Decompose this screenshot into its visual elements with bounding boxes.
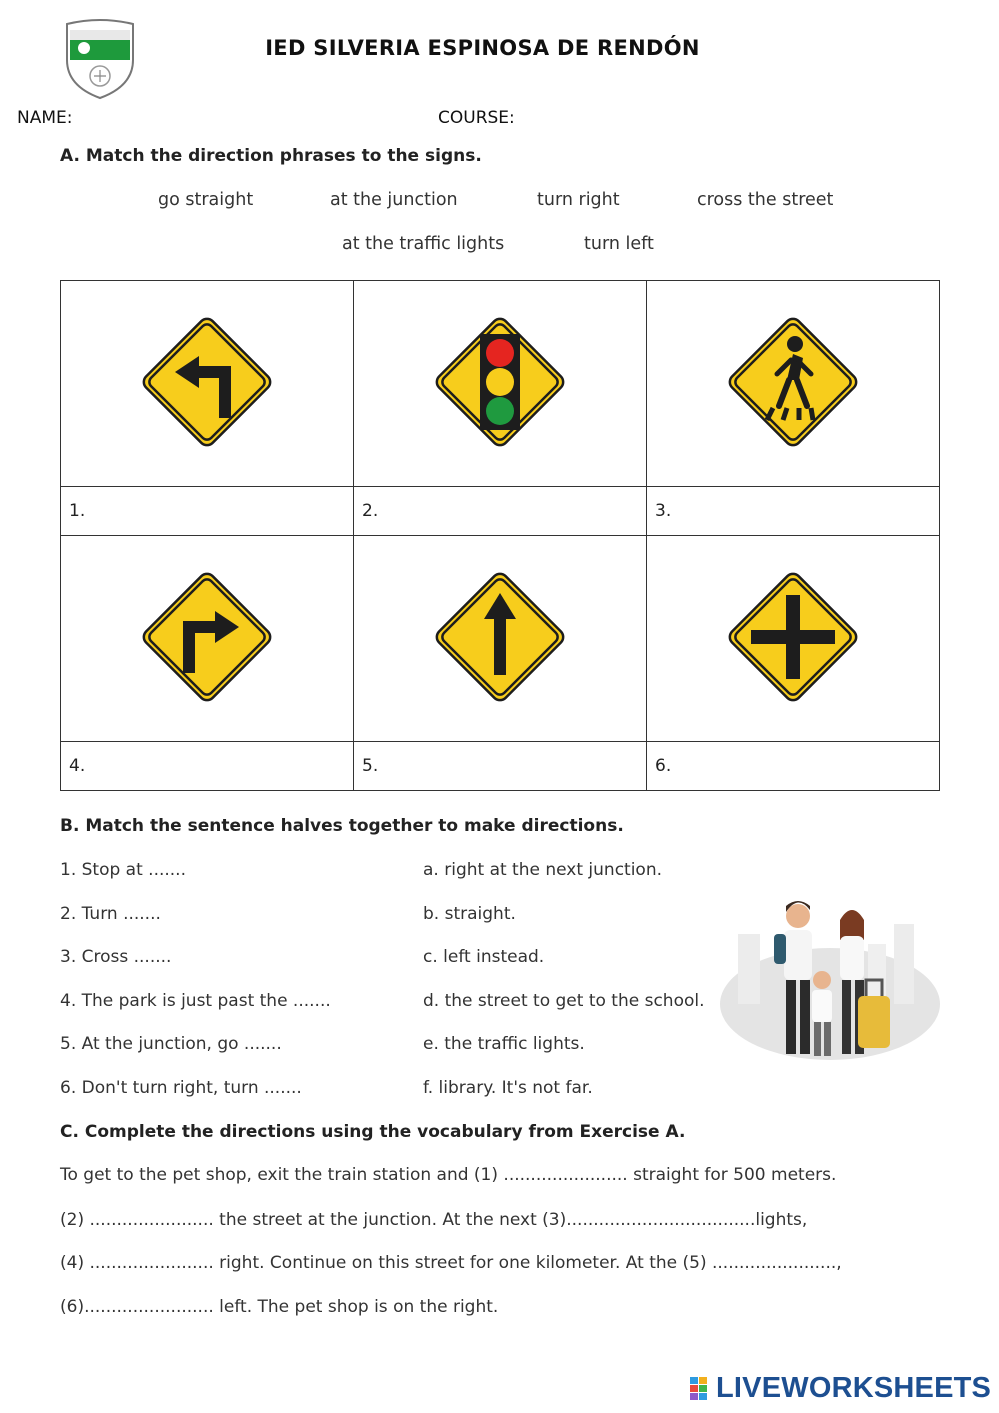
sentence-start: 3. Cross .......	[60, 947, 172, 967]
sentence-end: d. the street to get to the school.	[423, 991, 705, 1011]
sentence-end: a. right at the next junction.	[423, 860, 663, 880]
liveworksheets-brand: LIVEWORKSHEETS	[716, 1372, 992, 1404]
sentence-start: 4. The park is just past the .......	[60, 991, 331, 1011]
sentence-end: b. straight.	[423, 904, 516, 924]
sign-cell	[61, 281, 354, 487]
liveworksheets-mark-icon	[690, 1375, 716, 1403]
turn-left-sign-icon	[127, 302, 287, 462]
word-bank-item: cross the street	[697, 190, 834, 210]
sign-cell	[647, 281, 940, 487]
word-bank-item: at the traffic lights	[342, 234, 505, 254]
sign-cell	[647, 536, 940, 742]
go-straight-sign-icon	[420, 557, 580, 717]
liveworksheets-logo	[690, 1372, 991, 1405]
paragraph-line: (2) ....................... the street at the junction. At the next (3)...................................lights,	[60, 1210, 808, 1230]
sentence-start: 2. Turn .......	[60, 904, 161, 924]
sign-number: 4.	[61, 742, 354, 791]
section-a-title: A. Match the direction phrases to the signs.	[60, 146, 482, 166]
sign-number: 2.	[354, 487, 647, 536]
junction-sign-icon	[713, 557, 873, 717]
word-bank-item: turn left	[584, 234, 654, 254]
course-label: COURSE:	[438, 108, 515, 128]
section-c-title: C. Complete the directions using the vocabulary from Exercise A.	[60, 1122, 686, 1142]
sign-number: 5.	[354, 742, 647, 791]
sign-number: 1.	[61, 487, 354, 536]
word-bank-item: at the junction	[330, 190, 458, 210]
paragraph-line: (6)........................ left. The pet shop is on the right.	[60, 1297, 499, 1317]
section-b-title: B. Match the sentence halves together to make directions.	[60, 816, 624, 836]
sign-number: 3.	[647, 487, 940, 536]
sentence-end: e. the traffic lights.	[423, 1034, 585, 1054]
name-label: NAME:	[17, 108, 73, 128]
family-travel-illustration	[718, 884, 940, 1064]
sentence-end: c. left instead.	[423, 947, 545, 967]
turn-right-sign-icon	[127, 557, 287, 717]
sentence-end: f. library. It's not far.	[423, 1078, 593, 1098]
sign-cell	[61, 536, 354, 742]
traffic-light-sign-icon	[420, 302, 580, 462]
word-bank-item: turn right	[537, 190, 620, 210]
school-title: IED SILVERIA ESPINOSA DE RENDÓN	[265, 36, 700, 60]
sentence-start: 1. Stop at .......	[60, 860, 186, 880]
sentence-start: 6. Don't turn right, turn .......	[60, 1078, 302, 1098]
pedestrian-crossing-sign-icon	[713, 302, 873, 462]
sentence-start: 5. At the junction, go .......	[60, 1034, 282, 1054]
word-bank-item: go straight	[158, 190, 254, 210]
paragraph-line: (4) ....................... right. Continue on this street for one kilometer. At the (5) .......................,	[60, 1253, 842, 1273]
sign-cell	[354, 536, 647, 742]
paragraph-line: To get to the pet shop, exit the train station and (1) ....................... straight for 500 meters.	[60, 1165, 837, 1185]
sign-cell	[354, 281, 647, 487]
signs-table	[60, 280, 940, 791]
sign-number: 6.	[647, 742, 940, 791]
